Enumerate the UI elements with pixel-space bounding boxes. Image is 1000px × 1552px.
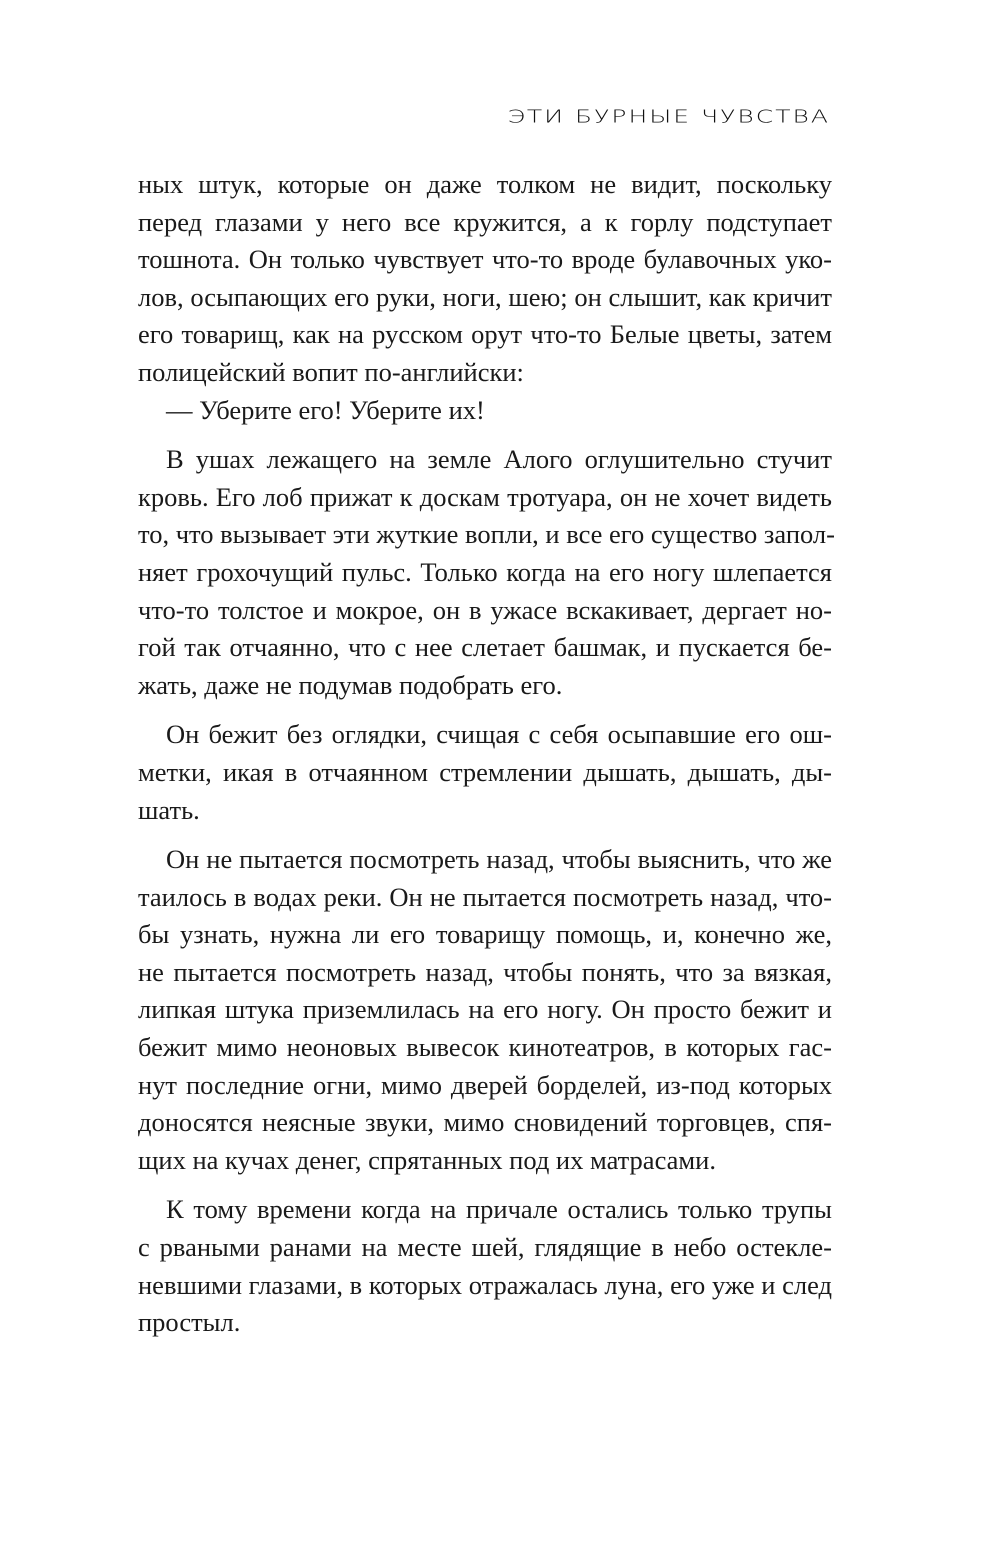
running-head-title: ЭТИ БУРНЫЕ ЧУВСТВА xyxy=(507,106,830,127)
text-line: жать, даже не подумав подобрать его. xyxy=(138,669,563,700)
paragraph xyxy=(138,166,832,392)
text-line: Он не пытается посмотреть назад, чтобы выяснить, что же xyxy=(166,844,832,875)
text-line: метки, икая в отчаянном стремлении дышать, дышать, ды- xyxy=(138,756,832,787)
text-line: Он бежит без оглядки, счищая с себя осыпавшие его ош- xyxy=(166,719,832,750)
paragraph xyxy=(138,392,832,430)
text-line: В ушах лежащего на земле Алого оглушительно стучит xyxy=(166,444,832,475)
text-line: полицейский вопит по-английски: xyxy=(138,356,524,387)
text-line: нут последние огни, мимо дверей борделей, из-под которых xyxy=(138,1069,832,1100)
paragraph xyxy=(138,441,835,704)
text-line: лов, осыпающих его руки, ноги, шею; он слышит, как кричит xyxy=(138,281,832,312)
text-line: с рваными ранами на месте шей, глядящие в небо остекле- xyxy=(138,1232,832,1263)
text-line: бы узнать, нужна ли его товарищу помощь, и, конечно же, xyxy=(138,919,832,950)
text-line: его товарищ, как на русском орут что-то Белые цветы, затем xyxy=(138,319,832,350)
text-line: шать. xyxy=(138,794,200,825)
text-line: гой так отчаянно, что с нее слетает башмак, и пускается бе- xyxy=(138,632,832,663)
paragraph xyxy=(138,716,832,829)
text-line: простыл. xyxy=(138,1307,241,1338)
text-line: липкая штука приземлилась на его ногу. Он просто бежит и xyxy=(138,994,832,1025)
text-line: — Уберите его! Уберите их! xyxy=(166,394,485,425)
text-line: перед глазами у него все кружится, а к горлу подступает xyxy=(138,206,832,237)
text-line: тошнота. Он только чувствует что-то вроде булавочных уко- xyxy=(138,244,832,275)
text-line: что-то толстое и мокрое, он в ужасе вскакивает, дергает но- xyxy=(138,594,832,625)
text-line: кровь. Его лоб прижат к доскам тротуара, он не хочет видеть xyxy=(138,481,832,512)
text-line: ных штук, которые он даже толком не видит, поскольку xyxy=(138,169,832,199)
text-line: доносятся неясные звуки, мимо сновидений торговцев, спя- xyxy=(138,1107,832,1138)
paragraph xyxy=(138,841,832,1179)
text-line: таилось в водах реки. Он не пытается посмотреть назад, что- xyxy=(138,881,832,912)
text-line: щих на кучах денег, спрятанных под их матрасами. xyxy=(138,1144,716,1175)
text-line: К тому времени когда на причале остались только трупы xyxy=(166,1194,832,1225)
body-text xyxy=(138,166,835,1342)
text-line: бежит мимо неоновых вывесок кинотеатров, в которых гас- xyxy=(138,1032,832,1063)
text-line: то, что вызывает эти жуткие вопли, и все его существо запол- xyxy=(138,519,835,550)
text-line: не пытается посмотреть назад, чтобы понять, что за вязкая, xyxy=(138,956,832,987)
text-line: невшими глазами, в которых отражалась луна, его уже и след xyxy=(138,1269,832,1300)
text-line: няет грохочущий пульс. Только когда на его ногу шлепается xyxy=(138,556,832,587)
paragraph xyxy=(138,1191,832,1341)
